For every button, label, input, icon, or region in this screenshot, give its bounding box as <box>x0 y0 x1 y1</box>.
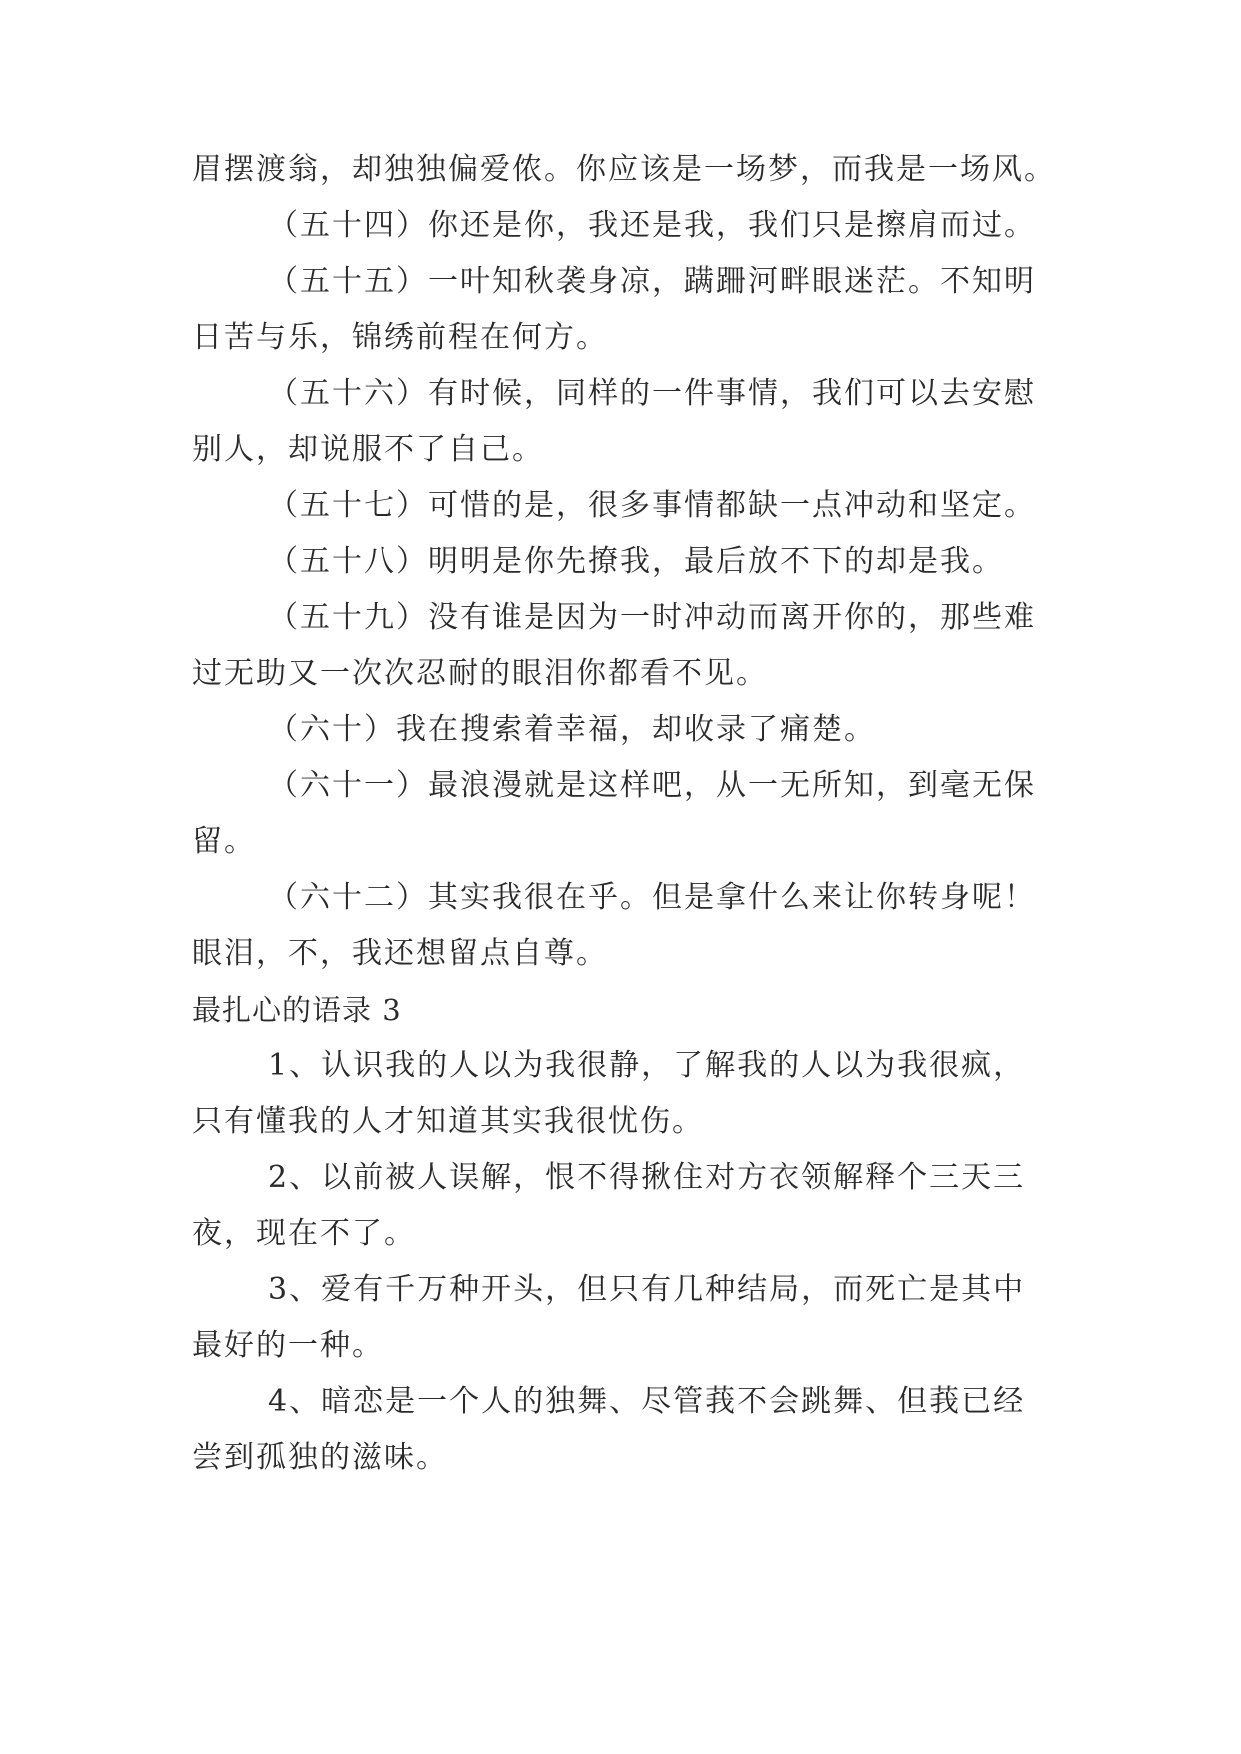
text-line: 2、以前被人误解，恨不得揪住对方衣领解释个三天三 <box>268 1160 1026 1195</box>
text-line: （五十七）可惜的是，很多事情都缺一点冲动和坚定。 <box>268 488 1036 523</box>
text-line: 最好的一种。 <box>192 1328 384 1363</box>
text-line: 1、认识我的人以为我很静，了解我的人以为我很疯， <box>268 1048 1026 1083</box>
text-line: 眉摆渡翁，却独独偏爱侬。你应该是一场梦，而我是一场风。 <box>192 152 1056 187</box>
text-line: 夜，现在不了。 <box>192 1216 416 1251</box>
text-line: （六十）我在搜索着幸福，却收录了痛楚。 <box>268 712 876 747</box>
text-line: 只有懂我的人才知道其实我很忧伤。 <box>192 1104 704 1139</box>
text-line: （六十一）最浪漫就是这样吧，从一无所知，到毫无保 <box>268 768 1036 803</box>
text-line: 眼泪，不，我还想留点自尊。 <box>192 936 608 971</box>
text-line: （五十九）没有谁是因为一时冲动而离开你的，那些难 <box>268 600 1036 635</box>
text-line: 别人，却说服不了自己。 <box>192 432 544 467</box>
text-line: 尝到孤独的滋味。 <box>192 1440 448 1475</box>
text-line: 日苦与乐，锦绣前程在何方。 <box>192 320 608 355</box>
text-line: 3、爱有千万种开头，但只有几种结局，而死亡是其中 <box>268 1272 1026 1307</box>
text-line: 4、暗恋是一个人的独舞、尽管莪不会跳舞、但莪已经 <box>268 1384 1026 1419</box>
text-line: （五十五）一叶知秋袭身凉，蹒跚河畔眼迷茫。不知明 <box>268 264 1036 299</box>
text-line: （五十六）有时候，同样的一件事情，我们可以去安慰 <box>268 376 1036 411</box>
text-line: （五十八）明明是你先撩我，最后放不下的却是我。 <box>268 544 1004 579</box>
text-line: （五十四）你还是你，我还是我，我们只是擦肩而过。 <box>268 208 1036 243</box>
text-line: 过无助又一次次忍耐的眼泪你都看不见。 <box>192 656 768 691</box>
text-line: （六十二）其实我很在乎。但是拿什么来让你转身呢！ <box>268 880 1036 915</box>
text-line: 留。 <box>192 824 256 859</box>
section-heading: 最扎心的语录 3 <box>192 993 402 1027</box>
